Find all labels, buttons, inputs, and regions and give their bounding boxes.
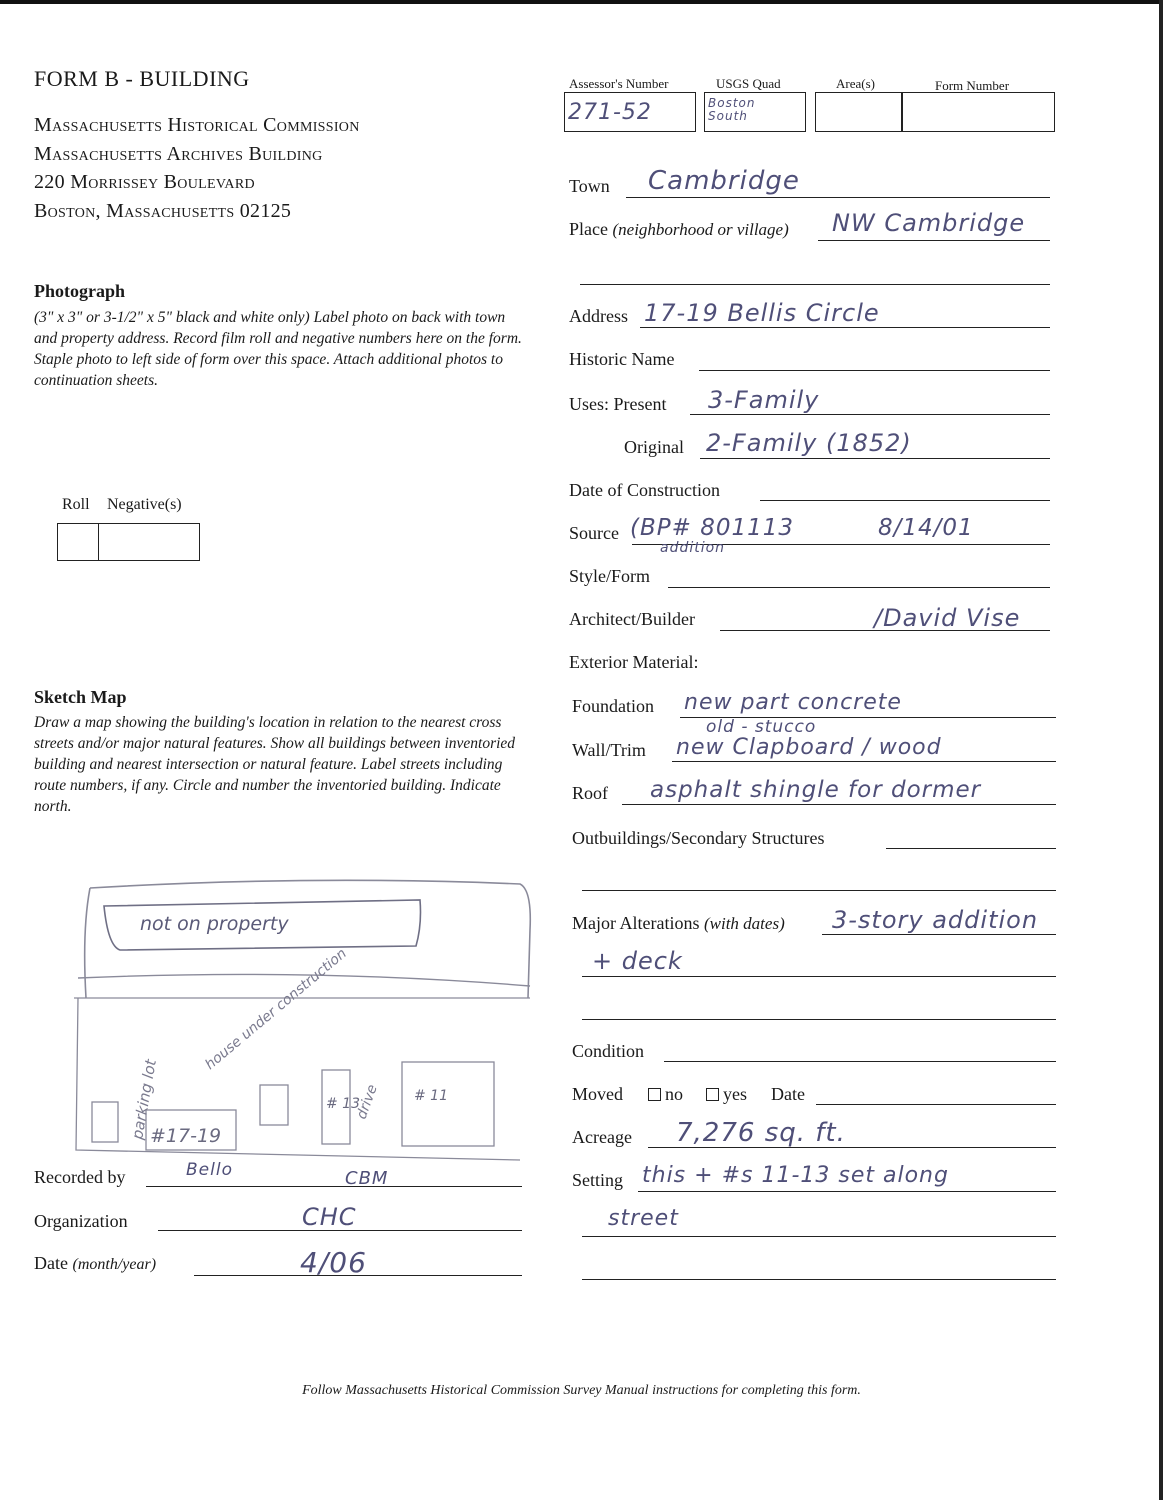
setting-value: this + #s 11-13 set along: [642, 1163, 949, 1188]
architect-label: Architect/Builder: [569, 609, 695, 629]
alterations-line-3[interactable]: [582, 1019, 1056, 1020]
moved-label: Moved: [572, 1084, 623, 1104]
alterations-label: [572, 913, 785, 934]
form-title: FORM B - BUILDING: [34, 66, 250, 91]
acreage-value: 7,276 sq. ft.: [676, 1118, 846, 1148]
foundation-value: new part concrete: [684, 690, 902, 715]
source-value: (BP# 801113: [630, 515, 795, 541]
address-line[interactable]: [640, 327, 1050, 328]
sketch-map-drawing: [60, 870, 540, 1170]
town-line[interactable]: [626, 197, 1050, 198]
recorded-by-value: Bello: [186, 1160, 233, 1180]
condition-label: Condition: [572, 1041, 645, 1061]
date-label-hint: (month/year): [72, 1256, 157, 1273]
sketch-construction-box: [260, 1085, 288, 1125]
usgs-quad-label: USGS Quad: [716, 76, 781, 91]
address-value: 17-19 Bellis Circle: [644, 299, 880, 327]
roof-line[interactable]: [622, 804, 1056, 805]
condition-line[interactable]: [664, 1061, 1056, 1062]
moved-date-label: Date: [771, 1084, 805, 1104]
moved-date-line[interactable]: [816, 1104, 1056, 1105]
setting-line-3[interactable]: [582, 1279, 1056, 1280]
sketch-map-instructions: Draw a map showing the building's location in relation to the nearest cross streets and/or major natural features. Show all buildings between inventoried building and nearest intersection or natural feature. Label streets including route numbers, if any. Circle and number the inventoried building. Indicate north.: [34, 714, 516, 815]
acreage-label: Acreage: [572, 1127, 632, 1147]
uses-present-value: 3-Family: [708, 386, 820, 414]
sketch-not-on-property-text: not on property: [140, 913, 289, 935]
exterior-material-label: Exterior Material:: [569, 652, 699, 672]
uses-original-value: 2-Family (1852): [706, 429, 912, 457]
sketch-unit-11-text: # 11: [414, 1088, 448, 1104]
moved-yes-checkbox[interactable]: [706, 1088, 719, 1101]
place-line-2[interactable]: [580, 284, 1050, 285]
alterations-line-2[interactable]: [582, 976, 1056, 977]
alterations-line[interactable]: [822, 934, 1056, 935]
alterations-label-hint: (with dates): [703, 914, 785, 933]
sketch-parking-box: [92, 1102, 118, 1142]
assessor-number-label: Assessor's Number: [569, 76, 669, 91]
sketch-unit-13-text: # 13: [326, 1096, 360, 1112]
sketch-unit-11-box: [402, 1062, 494, 1146]
address-label: Address: [569, 306, 628, 326]
date-label: [34, 1253, 156, 1274]
place-label: [569, 219, 789, 240]
setting-label: Setting: [572, 1170, 624, 1190]
sketch-outer-outline-left: [85, 888, 90, 998]
uses-present-label: Uses: Present: [569, 394, 667, 414]
place-line[interactable]: [818, 240, 1050, 241]
sketch-construction-text: house under construction: [202, 945, 350, 1074]
wall-trim-value: new Clapboard / wood: [676, 735, 942, 760]
roof-value: asphalt shingle for dormer: [650, 777, 982, 803]
moved-no-checkbox[interactable]: [648, 1088, 661, 1101]
date-label-text: Date: [34, 1253, 68, 1273]
foundation-label: Foundation: [572, 696, 655, 716]
alterations-value: 3-story addition: [832, 906, 1039, 934]
areas-box[interactable]: [815, 92, 903, 132]
alterations-value-2: + deck: [592, 947, 683, 975]
negatives-box[interactable]: [98, 523, 200, 561]
historic-name-label: Historic Name: [569, 349, 675, 369]
setting-value-2: street: [608, 1206, 679, 1231]
source-note: addition: [660, 540, 726, 556]
sketch-drive-text: drive: [353, 1082, 381, 1122]
moved-no-text: no: [665, 1084, 683, 1104]
style-form-label: Style/Form: [569, 566, 651, 586]
areas-label: Area(s): [836, 76, 875, 91]
photograph-heading: Photograph: [34, 281, 126, 301]
recorded-by-initials: CBM: [345, 1168, 389, 1189]
source-date: 8/14/01: [878, 515, 974, 541]
wall-trim-line[interactable]: [672, 761, 1056, 762]
style-form-line[interactable]: [668, 587, 1050, 588]
wall-trim-label: Wall/Trim: [572, 740, 646, 760]
sketch-unit-17-19-text: #17-19: [150, 1125, 222, 1147]
roof-label: Roof: [572, 783, 608, 803]
town-label: Town: [569, 176, 610, 196]
source-label: Source: [569, 523, 619, 543]
historic-name-line[interactable]: [699, 370, 1050, 371]
negatives-label: Negative(s): [107, 496, 182, 513]
place-label-text: Place: [569, 219, 608, 239]
date-value: 4/06: [300, 1246, 367, 1279]
sketch-map-heading: Sketch Map: [34, 687, 127, 707]
town-value: Cambridge: [648, 166, 800, 196]
place-label-hint: (neighborhood or village): [612, 220, 789, 239]
assessor-number-value: 271-52: [568, 100, 652, 125]
roll-box[interactable]: [57, 523, 99, 561]
uses-original-label: Original: [624, 437, 684, 457]
setting-line[interactable]: [638, 1191, 1056, 1192]
form-number-box[interactable]: [901, 92, 1055, 132]
alterations-label-text: Major Alterations: [572, 913, 700, 933]
setting-line-2[interactable]: [582, 1236, 1056, 1237]
sketch-parking-text: parking lot: [128, 1058, 160, 1141]
scan-right-edge: [1159, 0, 1163, 1500]
organization-value: CHC: [302, 1203, 357, 1231]
architect-value: /David Vise: [874, 604, 1021, 632]
moved-no-option[interactable]: [648, 1084, 683, 1105]
uses-present-line[interactable]: [690, 414, 1050, 415]
outbuildings-label: Outbuildings/Secondary Structures: [572, 828, 825, 848]
uses-original-line[interactable]: [700, 458, 1050, 459]
form-number-label: Form Number: [935, 78, 1010, 93]
date-construction-label: Date of Construction: [569, 480, 720, 500]
organization-label: Organization: [34, 1211, 128, 1231]
usgs-quad-value: Boston South: [708, 96, 756, 123]
moved-yes-option[interactable]: [706, 1084, 747, 1105]
place-value: NW Cambridge: [832, 209, 1026, 237]
recorded-by-label: Recorded by: [34, 1167, 126, 1187]
outbuildings-line[interactable]: [886, 848, 1056, 849]
roll-label: Roll: [62, 496, 90, 513]
recorded-by-line[interactable]: [146, 1186, 522, 1187]
moved-yes-text: yes: [723, 1084, 747, 1104]
org-line-city: Boston, Massachusetts 02125: [34, 200, 292, 222]
org-line-archives: Massachusetts Archives Building: [34, 143, 323, 165]
photograph-instructions: (3" x 3" or 3-1/2" x 5" black and white only) Label photo on back with town and property address. Record film roll and negative numbers here on the form. Staple photo to left side of form over this space. Attach additional photos to continuation sheets.: [34, 309, 522, 389]
date-construction-line[interactable]: [760, 500, 1050, 501]
footer-instructions: Follow Massachusetts Historical Commission Survey Manual instructions for completing this form.: [302, 1383, 861, 1398]
wall-note: old - stucco: [706, 717, 817, 737]
org-line-commission: Massachusetts Historical Commission: [34, 114, 360, 136]
outbuildings-line-2[interactable]: [582, 890, 1056, 891]
org-line-street: 220 Morrissey Boulevard: [34, 171, 255, 193]
scan-top-edge: [0, 0, 1163, 4]
